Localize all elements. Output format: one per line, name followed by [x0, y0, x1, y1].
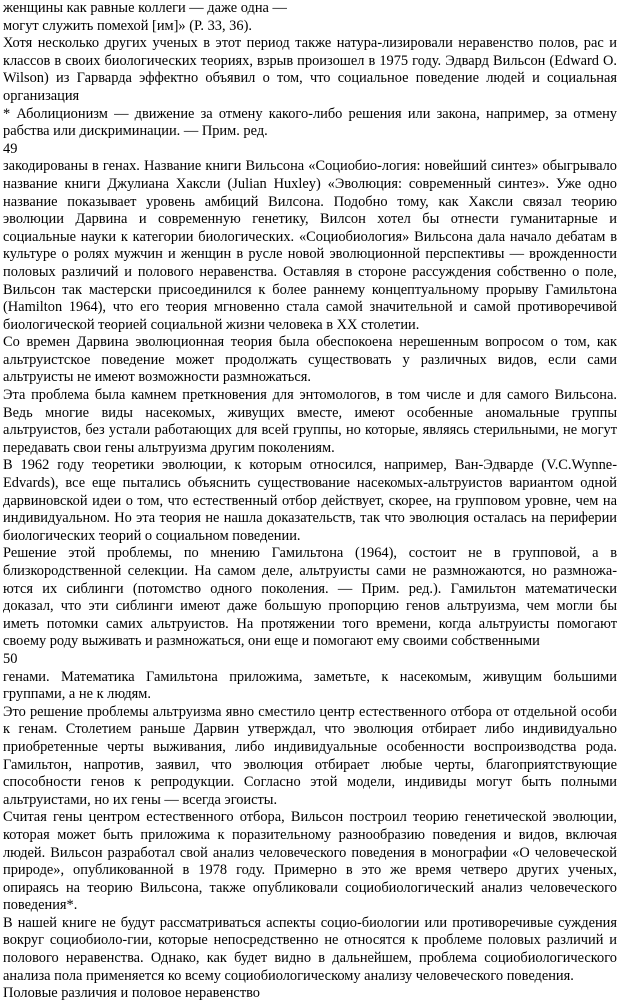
text-line: В 1962 году теоретики эволюции, к которым относился, например, Ван-Эдварде (V.C.Wynne- [3, 457, 617, 474]
text-line: Вильсон так мастерски присоединился к более раннему концептуальному прорыву Гамильтона [3, 281, 617, 298]
text-line: рабства или дискриминации. — Прим. ред. [3, 123, 268, 140]
paragraph [3, 35, 617, 105]
paragraph [3, 809, 617, 915]
paragraph [3, 158, 617, 334]
text-line: * Аболиционизм — движение за отмену какого-либо решения или закона, например, за отмену [3, 105, 617, 122]
text-line: Edvards), все еще пытались объяснить существование насекомых-альтруистов вариантом одной [3, 475, 617, 492]
text-line: название книги Джулиана Хаксли (Julian Huxley) «Эволюция: современный синтез». Уже одно [3, 175, 617, 192]
text-line: группами, а не к людям. [3, 686, 152, 703]
text-line: индивидуальном. Но эта теория не нашла доказательств, так что эволюция осталась на периферии [3, 510, 617, 527]
text-line: биологических теорий о социальном поведении. [3, 527, 301, 544]
text-line: (Hamilton 1964), что его теория мгновенно стала самой значительной и самой противоречивой [3, 299, 617, 316]
text-line: организация [3, 87, 80, 104]
text-line: биологической теорией социальной жизни человека в XX столетии. [3, 316, 420, 333]
text-line: В нашей книге не будут рассматриваться аспекты социо-биологии или противоречивые суждения [3, 914, 617, 931]
text-line: Половые различия и половое неравенство [3, 985, 261, 1002]
text-line: Решение этой проблемы, по мнению Гамильтона (1964), состоит не в групповой, а в [3, 545, 617, 562]
paragraph [3, 0, 617, 35]
text-line: своему роду выживать и размножаться, они еще и помогают ему своими собственными [3, 633, 540, 650]
paragraph [3, 545, 617, 651]
text-line: женщины как равные коллеги — даже одна — [3, 0, 287, 16]
text-line: людей. Вильсон разработал свой анализ человеческого поведения в монографии «О человеческой [3, 844, 617, 861]
text-line: культуре о ролях мужчин и женщин в русле новой эволюционной перспективы — врожденности [3, 246, 617, 263]
text-line: Гамильтон, напротив, заявил, что эволюция отбирает любые черты, благоприятствующие [3, 756, 617, 773]
text-line: социальные науки к категории биологических. «Социобиология» Вильсона дала начало дебатам в [3, 228, 617, 245]
paragraph [3, 457, 617, 545]
paragraph [3, 704, 617, 810]
text-line: альтруисты не имеют возможности размножаться. [3, 369, 311, 386]
text-line: которая может быть приложима к поразительному разнообразию поведения и видов, включая [3, 826, 617, 843]
text-line: название показывает уровень амбиций Вилсона. Подобно тому, как Хаксли связал теорию [3, 193, 617, 210]
text-line: передавать свои гены альтруизма другим поколениям. [3, 439, 335, 456]
text-line: иметь потомки самих альтруистов. На протяжении того времени, когда альтруисты помогают [3, 615, 617, 632]
text-line: вокруг социобиоло-гии, которые непосредственно не относятся к проблеме половых различий и [3, 932, 617, 949]
text-line: могут служить помехой [им]» (P. 33, 36). [3, 17, 252, 34]
text-line: Это решение проблемы альтруизма явно сместило центр естественного отбора от отдельной особи [3, 703, 617, 720]
text-line: дарвиновской идеи о том, что естественный отбор действует, скорее, на групповом уровне, чем на [3, 492, 617, 509]
text-line: способности генов к репродукции. Согласно этой модели, индивиды могут быть полными [3, 774, 617, 791]
text-line: 50 [3, 650, 18, 667]
text-line: полового неравенства. Однако, как будет видно в дальнейшем, проблема социобиологического [3, 950, 617, 967]
text-line: анализа пола применяется ко всему социобиологическому анализу человеческого поведения. [3, 967, 574, 984]
page-number [3, 141, 617, 159]
text-line: Хотя несколько других ученых в этот период также натура-лизировали неравенство полов, рас и [3, 35, 617, 52]
text-line: Со времен Дарвина эволюционная теория была обеспокоена нерешенным вопросом о том, как [3, 334, 617, 351]
text-line: 49 [3, 140, 18, 157]
text-line: доказал, что эти сиблинги имеют даже большую пропорцию генов альтруизма, чем могли бы [3, 598, 617, 615]
paragraph [3, 387, 617, 457]
text-line: ются их сиблинги (потомство одного поколения. — Прим. ред.). Гамильтон математически [3, 580, 617, 597]
text-line: Эта проблема была камнем преткновения для энтомологов, в том числе и для самого Вильсона. [3, 387, 617, 404]
paragraph [3, 669, 617, 704]
text-line: Ведь многие виды насекомых, живущих вместе, имеют особенные аномальные группы [3, 404, 617, 421]
paragraph [3, 334, 617, 387]
text-line: приобретенные черты выживания, либо индивидуальные особенности воспроизводства рода. [3, 738, 617, 755]
text-line: альтруистское поведение может продолжать существовать у различных видов, если сами [3, 351, 617, 368]
text-line: половых различий и полового неравенства. Оставляя в стороне рассуждения собственно о поле, [3, 263, 617, 280]
text-line: природе», опубликованной в 1978 году. Примерно в это же время четверо других ученых, [3, 862, 617, 879]
section-heading [3, 985, 617, 1003]
text-line: генами. Математика Гамильтона приложима, заметьте, к насекомым, живущим большими [3, 668, 617, 685]
text-line: Считая гены центром естественного отбора, Вильсон построил теорию генетической эволюции, [3, 809, 617, 826]
text-line: к генам. Столетием раньше Дарвин утверждал, что эволюция отбирает либо индивидуально [3, 721, 617, 738]
page-number [3, 651, 617, 669]
paragraph [3, 915, 617, 985]
text-line: альтруистами, но их гены — всегда эгоисты. [3, 791, 278, 808]
text-line: альтруистов, без устали работающих для всей группы, но которые, являясь стерильными, не могут [3, 422, 617, 439]
text-line: близкородственной селекции. На самом деле, альтруисты сами не размножаются, но размножа- [3, 563, 617, 579]
footnote [3, 106, 617, 141]
text-line: закодированы в генах. Название книги Вильсона «Социобио-логия: новейший синтез» обыгрывало [3, 158, 617, 175]
text-line: Wilson) из Гарварда эффектно объявил о том, что социальное поведение людей и социальная [3, 70, 617, 87]
text-line: эволюции Дарвина и современную генетику, Вилсон хотел бы отнести гуманитарные и [3, 211, 617, 228]
text-line: опираясь на теорию Вильсона, также опубликовали социобиологический анализ человеческого [3, 879, 617, 896]
text-line: классов в своих биологических теориях, взрыв произошел в 1975 году. Эдвард Вильсон (Edward O. [3, 52, 617, 69]
text-line: поведения*. [3, 897, 78, 914]
